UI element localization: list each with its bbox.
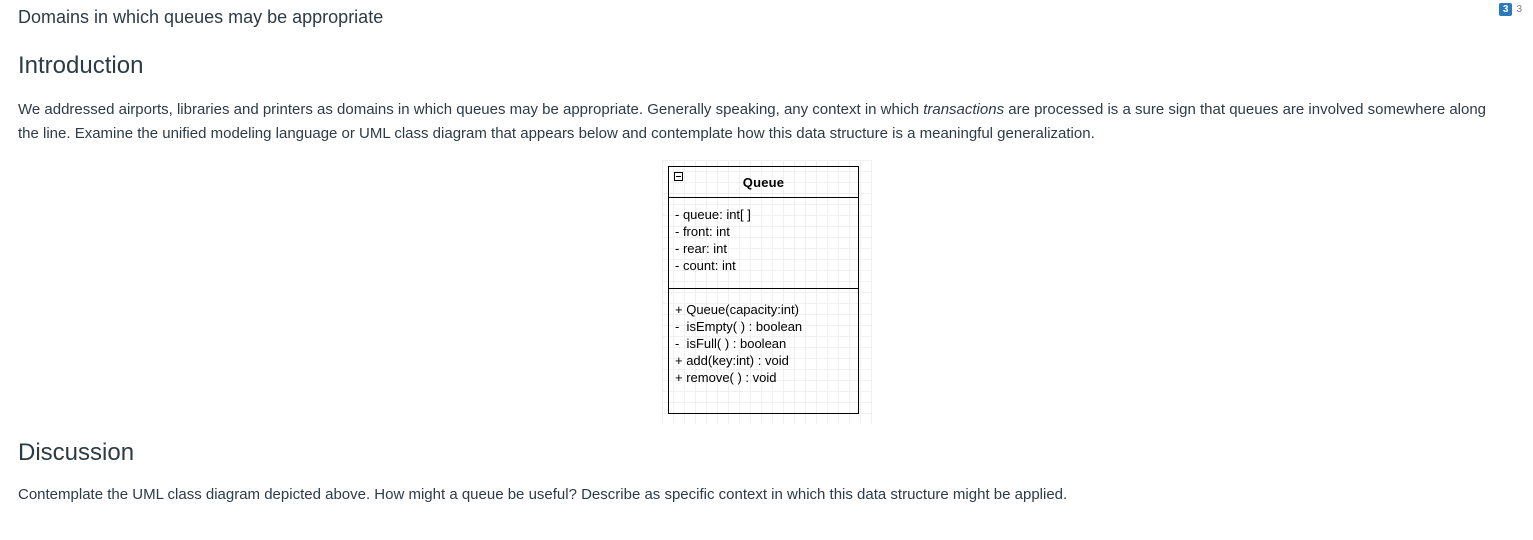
intro-emphasis: transactions [923,101,1005,118]
uml-method: + Queue(capacity:int) [675,302,799,317]
introduction-heading: Introduction [18,52,144,79]
intro-text-start: We addressed airports, libraries and printers as domains in which queues may be appropriate. Generally speaking, any context in which [18,101,924,118]
uml-methods [669,289,858,386]
uml-attributes [669,198,858,289]
uml-class-box [668,166,859,414]
uml-attribute: - front: int [675,224,730,239]
unread-badge[interactable]: 3 [1499,3,1513,16]
uml-attribute: - queue: int[ ] [675,207,751,222]
discussion-paragraph: Contemplate the UML class diagram depicted above. How might a queue be useful? Describe as specific context in which this data structure might be applied. [18,486,1068,503]
reply-count: 3 [1516,4,1522,15]
uml-class-name: Queue [742,175,785,190]
discussion-heading: Discussion [18,439,135,466]
page-badges [1499,3,1522,16]
uml-method: + remove( ) : void [675,370,777,385]
uml-attribute: - count: int [675,258,736,273]
uml-method: - isFull( ) : boolean [675,336,787,351]
uml-method: + add(key:int) : void [675,353,789,368]
uml-class-diagram [662,160,872,424]
uml-attribute: - rear: int [675,241,728,256]
uml-class-header [669,167,858,198]
uml-method: - isEmpty( ) : boolean [675,319,803,334]
intro-text-end: are processed is a sure sign that queues are involved somewhere along the line. Examine the unified modeling language or UML class diagram that appears below and contemplate how this data structure is a meaningful generalization. [18,101,1487,142]
introduction-paragraph [18,98,1508,146]
page-title: Domains in which queues may be appropriate [18,7,384,27]
